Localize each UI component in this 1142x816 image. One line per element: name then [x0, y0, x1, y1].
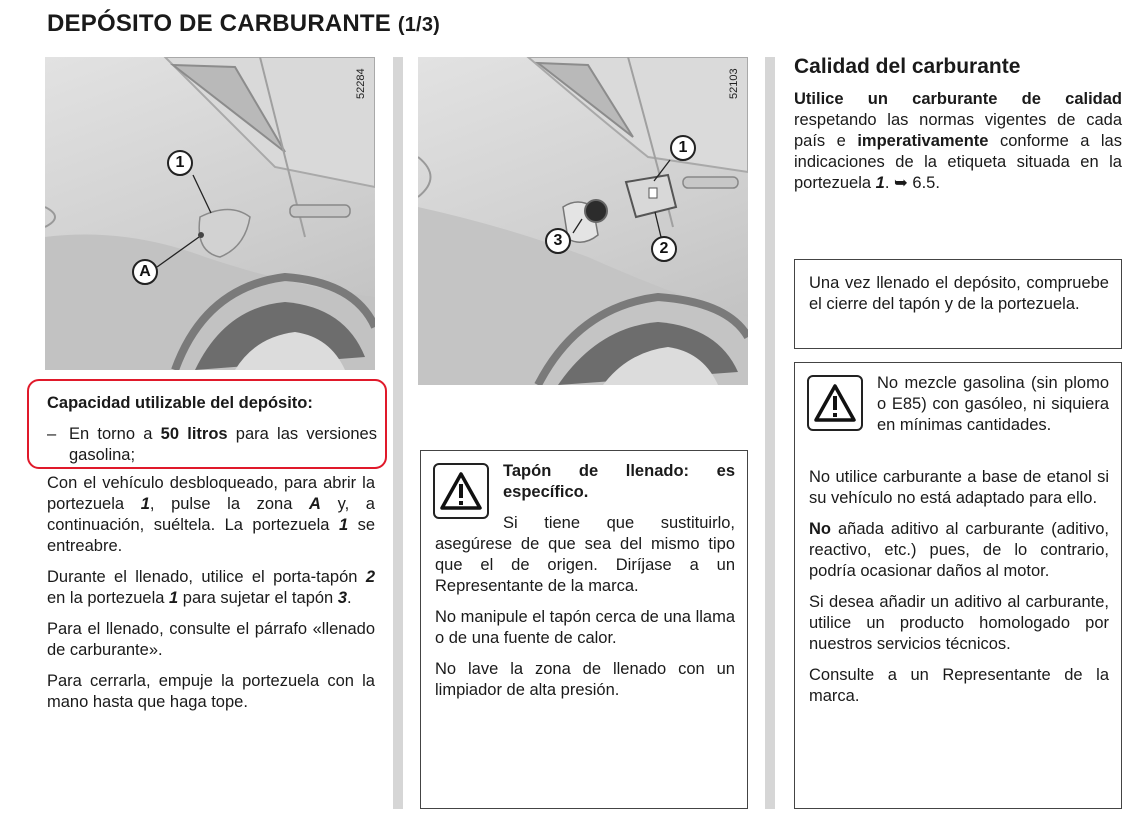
warning-body [435, 513, 735, 711]
warning-title: Tapón de llenado: es específico. [503, 462, 735, 501]
ref-number: 1 [140, 495, 150, 513]
warning-paragraph: Si tiene que sustituirlo, asegúrese de que sea del mismo tipo que el de origen. Diríjase a un Representante de la marca. [435, 514, 735, 595]
ref-letter: A [309, 495, 321, 513]
paragraph-cap-holder [47, 567, 375, 609]
ref-number: 3 [337, 589, 347, 607]
warning-paragraph [809, 519, 1109, 582]
text-run: respetando las normas vigentes de cada país e [794, 111, 1122, 150]
quality-paragraph [794, 89, 1122, 194]
capacity-suffix: para las versiones gasolina; [69, 425, 377, 464]
callout-3: 3 [545, 228, 571, 254]
callout-2: 2 [651, 236, 677, 262]
page-title [47, 10, 440, 38]
ref-number: 1 [169, 589, 179, 607]
list-dash: – [47, 425, 57, 443]
warning-box-fuel [794, 362, 1122, 809]
column-separator-right [765, 57, 775, 809]
note-box [794, 259, 1122, 349]
section-heading-quality: Calidad del carburante [794, 55, 1021, 78]
capacity-heading: Capacidad utilizable del depósito: [47, 394, 313, 412]
paragraph-refuel-ref: Para el llenado, consulte el párrafo «llenado de carburante». [47, 620, 375, 659]
text-run: añada aditivo al carburante (aditivo, reactivo, etc.) pues, de lo contrario, podría ocasionar daños al motor. [809, 520, 1109, 580]
ref-number: 1 [338, 516, 349, 534]
text-run: . [347, 589, 352, 607]
text-run: en la portezuela [47, 589, 170, 607]
warning-paragraph: Si desea añadir un aditivo al carburante, utilice un producto homologado por nuestros servicios técnicos. [809, 593, 1109, 653]
warning-paragraph: No mezcle gasolina (sin plomo o E85) con gasóleo, ni siquiera en mínimas cantidades. [877, 374, 1109, 434]
ref-number: 1 [875, 174, 885, 192]
figure-number: 52103 [728, 68, 740, 99]
car-rear-illustration-2 [418, 57, 748, 385]
figure-fuel-flap-open [418, 57, 748, 385]
figure-fuel-flap-closed [45, 57, 375, 370]
text-bold: imperativamente [857, 132, 989, 150]
text-run: Durante el llenado, utilice el porta-tapón [47, 568, 366, 586]
text-bold: No [809, 520, 831, 538]
warning-triangle-icon [433, 463, 489, 519]
page-indicator: (1/3) [397, 14, 440, 36]
capacity-section [47, 393, 377, 466]
text-run: , pulse la zona [149, 495, 310, 513]
page-title-text: DEPÓSITO DE CARBURANTE [47, 10, 391, 37]
warning-box-filler-cap [420, 450, 748, 809]
paragraph-close-flap: Para cerrarla, empuje la portezuela con la mano hasta que haga tope. [47, 672, 375, 711]
text-run: conforme a las indicaciones de la etiqueta situada en la portezuela [794, 132, 1122, 192]
warning-body [809, 467, 1109, 717]
warning-paragraph: Consulte a un Representante de la marca. [809, 666, 1109, 705]
warning-paragraph: No utilice carburante a base de etanol si su vehículo no está adaptado para ello. [809, 468, 1109, 507]
text-run: para sujetar el tapón [178, 589, 338, 607]
text-run: . ➥ 6.5. [884, 174, 940, 192]
text-bold: Utilice un carburante de calidad [794, 90, 1122, 108]
callout-a: A [132, 259, 158, 285]
warning-paragraph: No lave la zona de llenado con un limpiador de alta presión. [435, 660, 735, 699]
capacity-item [47, 424, 377, 466]
ref-number: 2 [365, 568, 375, 586]
text-run: y, a continuación, suéltela. La portezuela [47, 495, 375, 534]
text-run: se entreabre. [47, 516, 376, 555]
car-rear-illustration-1 [45, 57, 375, 370]
note-text: Una vez llenado el depósito, compruebe el cierre del tapón y de la portezuela. [809, 274, 1109, 313]
warning-paragraph: No manipule el tapón cerca de una llama o de una fuente de calor. [435, 608, 735, 647]
text-run: Con el vehículo desbloqueado, para abrir la portezuela [47, 474, 375, 513]
callout-1: 1 [670, 135, 696, 161]
capacity-value: 50 litros [160, 425, 228, 443]
paragraph-open-flap [47, 473, 375, 557]
capacity-prefix: En torno a [69, 425, 161, 443]
column-separator-left [393, 57, 403, 809]
figure-number: 52284 [355, 68, 367, 99]
warning-triangle-icon [807, 375, 863, 431]
callout-1: 1 [167, 150, 193, 176]
column-1-text [47, 473, 375, 723]
